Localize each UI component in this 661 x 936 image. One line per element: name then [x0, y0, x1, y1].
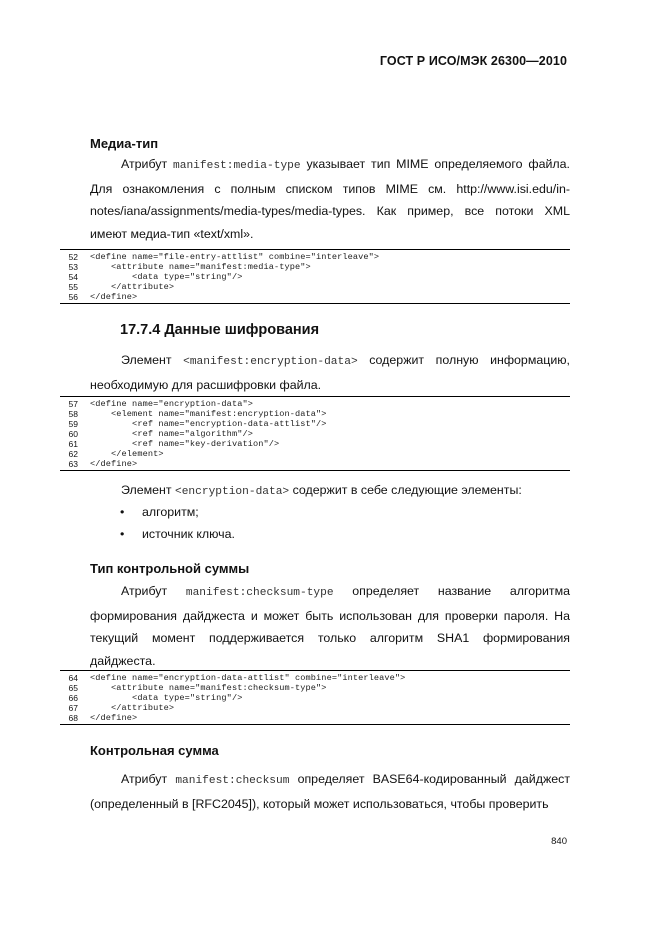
code-text: <data type="string"/> — [90, 693, 243, 703]
section-heading-checksum-type: Тип контрольной суммы — [90, 561, 250, 576]
code-line — [60, 713, 570, 723]
code-line — [60, 292, 570, 302]
line-number: 64 — [68, 673, 78, 683]
inline-code: <encryption-data> — [175, 486, 290, 498]
list-item: • источник ключа. — [120, 523, 235, 545]
code-text: <element name="manifest:encryption-data"> — [90, 409, 327, 419]
code-text: <data type="string"/> — [90, 272, 243, 282]
inline-code: manifest:checksum-type — [185, 587, 334, 599]
code-listing-checksum-type — [60, 670, 570, 725]
inline-code: <manifest:encryption-data> — [183, 356, 358, 368]
section-heading-checksum: Контрольная сумма — [90, 743, 219, 758]
paragraph-checksum: Атрибут manifest:checksum определяет BASE64-кодированный дайджест (определенный в [RFC2045]), который может использоваться, чтобы проверить — [90, 772, 570, 811]
inline-code: manifest:checksum — [175, 775, 290, 787]
line-number: 60 — [68, 429, 78, 439]
line-number: 56 — [68, 292, 78, 302]
code-text: <attribute name="manifest:checksum-type"> — [90, 683, 327, 693]
line-number: 66 — [68, 693, 78, 703]
line-number: 62 — [68, 449, 78, 459]
code-text: <ref name="key-derivation"/> — [90, 439, 280, 449]
code-listing-encryption-data — [60, 396, 570, 471]
code-line — [60, 683, 570, 693]
line-number: 54 — [68, 272, 78, 282]
line-number: 58 — [68, 409, 78, 419]
code-text: <ref name="algorithm"/> — [90, 429, 253, 439]
code-text: </attribute> — [90, 282, 175, 292]
bullet-icon: • — [120, 505, 125, 519]
code-listing-media-type — [60, 249, 570, 304]
line-number: 52 — [68, 252, 78, 262]
code-line — [60, 429, 570, 439]
line-number: 65 — [68, 683, 78, 693]
line-number: 57 — [68, 399, 78, 409]
line-number: 68 — [68, 713, 78, 723]
inline-code: manifest:media-type — [173, 160, 301, 172]
line-number: 67 — [68, 703, 78, 713]
paragraph-media-type: Атрибут manifest:media-type указывает тип MIME определяемого файла. Для ознакомления с полным списком типов MIME см. http://www.isi.edu/in-notes/iana/assignments/media-types/media-types. Как пример, все потоки XML имеют медиа-тип «text/xml». — [90, 157, 570, 241]
code-text: <attribute name="manifest:media-type"> — [90, 262, 311, 272]
code-line — [60, 399, 570, 409]
paragraph-checksum-type: Атрибут manifest:checksum-type определяет название алгоритма формирования дайджеста и может быть использован для проверки пароля. На текущий момент поддерживается только алгоритм SHA1 формирования дайджеста. — [90, 584, 570, 668]
document-header: ГОСТ Р ИСО/МЭК 26300—2010 — [379, 54, 567, 68]
line-number: 53 — [68, 262, 78, 272]
code-text: <define name="encryption-data-attlist" combine="interleave"> — [90, 673, 406, 683]
paragraph-encryption-elements: Элемент <encryption-data> содержит в себе следующие элементы: — [121, 483, 522, 498]
code-line — [60, 272, 570, 282]
code-text: <define name="file-entry-attlist" combine="interleave"> — [90, 252, 380, 262]
code-line — [60, 673, 570, 683]
bullet-icon: • — [120, 527, 125, 541]
code-line — [60, 439, 570, 449]
page-number: 840 — [551, 836, 567, 847]
code-line — [60, 693, 570, 703]
code-line — [60, 409, 570, 419]
code-line — [60, 252, 570, 262]
list-item: • алгоритм; — [120, 501, 199, 523]
code-text: </define> — [90, 459, 138, 469]
code-text: </element> — [90, 449, 164, 459]
code-line — [60, 459, 570, 469]
paragraph-encryption-data: Элемент <manifest:encryption-data> содержит полную информацию, необходимую для расшифровки файла. — [90, 353, 570, 392]
line-number: 61 — [68, 439, 78, 449]
code-text: <ref name="encryption-data-attlist"/> — [90, 419, 327, 429]
code-text: <define name="encryption-data"> — [90, 399, 253, 409]
code-line — [60, 282, 570, 292]
code-line — [60, 703, 570, 713]
line-number: 59 — [68, 419, 78, 429]
line-number: 55 — [68, 282, 78, 292]
subsection-heading-encryption-data: 17.7.4 Данные шифрования — [120, 322, 320, 338]
code-text: </define> — [90, 292, 138, 302]
code-line — [60, 419, 570, 429]
code-line — [60, 449, 570, 459]
code-line — [60, 262, 570, 272]
code-text: </attribute> — [90, 703, 175, 713]
section-heading-media-type: Медиа-тип — [90, 136, 159, 151]
line-number: 63 — [68, 459, 78, 469]
code-text: </define> — [90, 713, 138, 723]
